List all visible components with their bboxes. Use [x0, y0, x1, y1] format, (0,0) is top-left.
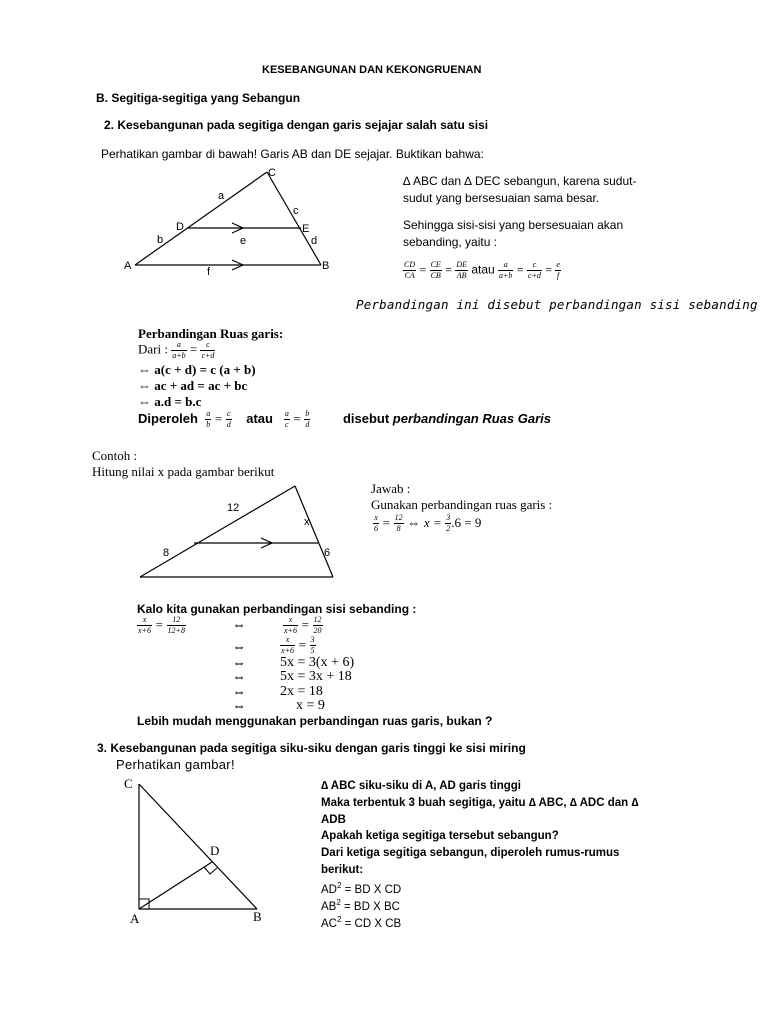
atau-word: atau — [471, 262, 495, 277]
right1-line4: sebanding, yaitu : — [403, 235, 498, 249]
frac-den: c+d — [201, 351, 215, 360]
section-b-heading: B. Segitiga-segitiga yang Sebangun — [96, 91, 301, 105]
ratio-equation: $\frac{CD}{CA}$ = $\frac{CE}{CB}$ = $\frac{DE}{AB}$ atau $\frac{a}{a+b}$ = $\frac{c}{c+d}$ = $\frac{e}{f}$ — [404, 260, 560, 280]
right1-line2: sudut yang bersesuaian sama besar. — [403, 191, 600, 205]
iff-1: ⇔ — [232, 618, 246, 633]
formula-lhs: AB — [321, 900, 337, 913]
label-12: 12 — [227, 502, 240, 514]
iff-6: ⇔ — [232, 699, 246, 714]
frac-num: a — [498, 261, 513, 271]
frac-den: c — [285, 420, 289, 429]
ruas-heading: Perbandingan Ruas garis: — [138, 326, 284, 341]
diperoleh-line: Diperoleh $\frac{a}{b}$ = $\frac{c}{d}$ atau $\frac{a}{c}$ = $\frac{b}{d}$ disebut perbandingan Ruas Garis — [138, 409, 551, 429]
formula-ac2 — [321, 915, 401, 930]
label-d: d — [311, 235, 318, 247]
iff-symbol: ⇔ — [407, 514, 421, 530]
figure-example-triangle — [130, 478, 342, 582]
label-x: x — [304, 516, 310, 528]
frac-num: x — [280, 636, 295, 646]
frac-num: a — [284, 409, 289, 418]
kalo-row1-right: $\frac{x}{x+6}$ = $\frac{12}{20}$ — [284, 615, 322, 635]
frac-den: x+6 — [284, 626, 297, 635]
kalo-row4: 5x = 3x + 18 — [280, 669, 352, 684]
frac-den: d — [226, 420, 231, 429]
intro-text: Perhatikan gambar di bawah! Garis AB dan DE sejajar. Buktikan bahwa: — [101, 147, 484, 161]
kalo-row5: 2x = 18 — [280, 684, 323, 699]
perhatikan-gambar: Perhatikan gambar! — [116, 757, 235, 772]
figure-parallel-triangle — [118, 160, 340, 280]
iff-2: ⇔ — [232, 640, 246, 655]
atau-word: atau — [246, 410, 273, 426]
right3-line6: berikut: — [321, 864, 364, 876]
label-E: E — [302, 223, 310, 235]
frac-num: x — [137, 616, 152, 626]
iff-5: ⇔ — [232, 685, 246, 700]
formula-lhs: AD — [321, 883, 337, 896]
dari-word: Dari : — [138, 341, 168, 357]
label-D: D — [210, 843, 220, 858]
right1-line3: Sehingga sisi-sisi yang bersesuaian akan — [403, 218, 624, 232]
equation-tail: .6 = 9 — [451, 514, 482, 530]
label-b: b — [157, 234, 164, 246]
label-6: 6 — [324, 547, 331, 559]
label-B: B — [253, 909, 262, 924]
label-f: f — [207, 266, 211, 278]
ruas-step3: ⇔ a.d = b.c — [138, 394, 202, 409]
label-8: 8 — [163, 547, 170, 559]
frac-num: a — [206, 409, 211, 418]
frac-num: x — [374, 513, 378, 522]
label-D: D — [176, 221, 184, 233]
frac-den: 6 — [374, 524, 378, 533]
frac-num: c — [227, 409, 231, 418]
frac-den: CB — [430, 271, 441, 280]
frac-den: a+b — [499, 271, 513, 280]
iff-4: ⇔ — [232, 670, 246, 685]
subsection-2-heading: 2. Kesebangunan pada segitiga dengan garis sejajar salah satu sisi — [104, 118, 489, 132]
frac-num: a — [171, 341, 186, 351]
right3-line1: ∆ ABC siku-siku di A, AD garis tinggi — [321, 780, 521, 792]
ruas-dari-line: Dari : $\frac{a}{a+b}$ = $\frac{c}{c+d}$ — [138, 340, 215, 360]
frac-den: b — [206, 420, 211, 429]
frac-den: 2 — [446, 524, 451, 533]
diperoleh-word: Diperoleh — [138, 410, 198, 426]
jawab-equation: $\frac{x}{6}$ = $\frac{12}{8}$ ⇔ x = $\frac{3}{2}$ .6 = 9 — [374, 513, 482, 533]
label-A: A — [130, 911, 140, 926]
kalo-row6: x = 9 — [296, 698, 325, 713]
frac-num: c — [527, 261, 542, 271]
frac-num: 12 — [167, 616, 186, 626]
frac-den: f — [556, 271, 560, 280]
jawab-label: Jawab : — [371, 481, 411, 496]
label-a: a — [218, 190, 225, 202]
formula-sup: 2 — [336, 881, 342, 890]
label-B: B — [322, 260, 330, 272]
frac-den: 12+8 — [167, 626, 185, 635]
frac-num: DE — [456, 260, 467, 269]
lebih-mudah-text: Lebih mudah menggunakan perbandingan ruas garis, bukan ? — [137, 714, 493, 728]
frac-num: x — [283, 616, 298, 626]
kalo-row1-left: $\frac{x}{x+6}$ = $\frac{12}{12+8}$ — [138, 615, 185, 635]
frac-den: d — [305, 420, 310, 429]
formula-lhs: AC — [321, 917, 337, 930]
right3-line5: Dari ketiga segitiga sebangun, diperoleh rumus-rumus — [321, 847, 620, 859]
frac-num: CE — [430, 260, 441, 269]
frac-den: x+6 — [138, 626, 151, 635]
frac-den: x+6 — [281, 646, 294, 655]
contoh-label: Contoh : — [92, 448, 138, 463]
frac-den: 20 — [313, 626, 322, 635]
ruas-step1: ⇔ a(c + d) = c (a + b) — [138, 362, 256, 377]
caption-sisi-sebanding: Perbandingan ini disebut perbandingan sisi sebanding — [356, 297, 758, 312]
frac-den: 5 — [310, 646, 315, 655]
right1-line1: ∆ ABC dan ∆ DEC sebangun, karena sudut- — [403, 174, 637, 188]
page-title: KESEBANGUNAN DAN KEKONGRUENAN — [262, 64, 482, 76]
kalo-heading: Kalo kita gunakan perbandingan sisi sebanding : — [137, 602, 417, 616]
frac-num: 3 — [446, 513, 451, 522]
formula-ad2 — [321, 881, 401, 896]
iff-3: ⇔ — [232, 656, 246, 671]
label-c: c — [293, 205, 299, 217]
label-C: C — [124, 776, 133, 791]
contoh-question: Hitung nilai x pada gambar berikut — [92, 464, 275, 479]
frac-den: a+b — [172, 351, 186, 360]
frac-den: AB — [456, 271, 467, 280]
frac-num: e — [556, 260, 560, 269]
formula-rhs: = BD X BC — [340, 900, 400, 913]
right3-line2: Maka terbentuk 3 buah segitiga, yaitu ∆ ABC, ∆ ADC dan ∆ — [321, 797, 639, 809]
frac-den: CA — [404, 271, 415, 280]
disebut-phrase: perbandingan Ruas Garis — [392, 410, 551, 426]
frac-den: 8 — [396, 524, 401, 533]
frac-num: c — [200, 341, 215, 351]
kalo-row3: 5x = 3(x + 6) — [280, 655, 355, 670]
disebut-word: disebut — [342, 410, 390, 426]
subsection-3-heading: 3. Kesebangunan pada segitiga siku-siku dengan garis tinggi ke sisi miring — [97, 741, 526, 755]
frac-num: b — [305, 409, 310, 418]
frac-num: CD — [404, 260, 416, 269]
formula-rhs: = BD X CD — [341, 883, 402, 896]
frac-num: 3 — [310, 635, 315, 644]
frac-den: c+d — [527, 271, 541, 280]
right3-line3: ADB — [321, 814, 346, 826]
gunakan-text: Gunakan perbandingan ruas garis : — [371, 497, 553, 512]
ruas-step2: ⇔ ac + ad = ac + bc — [138, 378, 248, 393]
label-A: A — [124, 260, 132, 272]
right3-line4: Apakah ketiga segitiga tersebut sebangun? — [321, 830, 559, 842]
formula-ab2 — [321, 898, 400, 913]
formula-sup: 2 — [336, 915, 342, 924]
label-e: e — [240, 235, 247, 247]
label-C: C — [268, 167, 276, 179]
figure-right-triangle — [118, 770, 278, 930]
kalo-row2: $\frac{x}{x+6}$ = $\frac{3}{5}$ — [281, 635, 315, 655]
formula-rhs: = CD X CB — [341, 917, 402, 930]
frac-num: 12 — [394, 513, 403, 522]
x-equals: x = — [423, 514, 442, 530]
frac-num: 12 — [313, 615, 322, 624]
formula-sup: 2 — [336, 898, 341, 907]
